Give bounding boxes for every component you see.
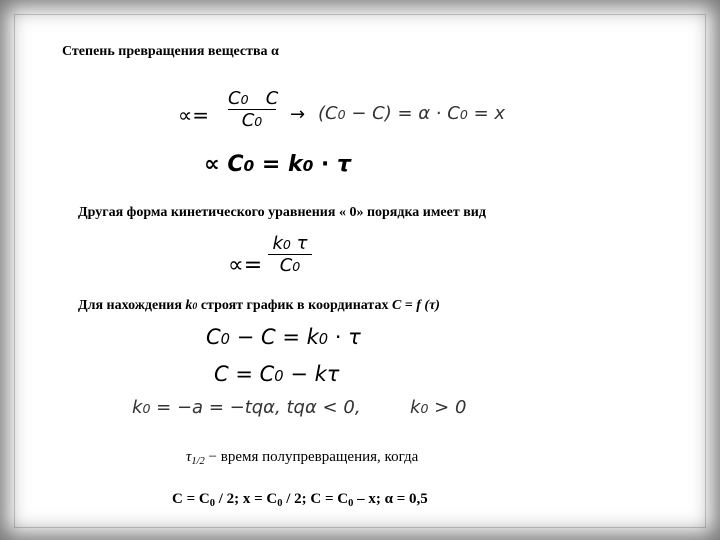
- eq4: C0 − C = k0 ⋅ τ: [206, 325, 361, 349]
- graph-coordinates-text: Для нахождения k0 строят график в координатах C = f (τ): [78, 298, 440, 313]
- eq1-fraction: [228, 88, 279, 131]
- heading-text: Степень превращения вещества α: [62, 44, 279, 59]
- half-life-conditions: $C = C_0 / 2$; $x = C_0 / 2$; $C = C_0 - x$; α = 0,5: [172, 491, 428, 509]
- eq6-left: k0 = −a = −tqα, tqα < 0,: [132, 397, 361, 418]
- alternative-form-text: Другая форма кинетического уравнения « 0» порядка имеет вид: [78, 205, 486, 220]
- half-life-text: $\tau_{1/2}$ − время полупревращения, когда: [186, 449, 419, 467]
- eq3-numerator: k0 τ: [272, 233, 308, 254]
- eq3-alpha: ∝=: [228, 253, 263, 278]
- eq2: ∝ C0 = k0 ⋅ τ: [204, 152, 352, 177]
- eq1-rhs: (C0 − C) = α ⋅ C0 = x: [318, 103, 506, 124]
- alpha-equals: ∝=: [178, 103, 210, 127]
- eq1-numerator: C0 C: [228, 88, 279, 109]
- eq1-denominator: C0: [241, 110, 263, 131]
- eq5: C = C0 − kτ: [214, 362, 340, 386]
- eq3-fraction: [268, 233, 312, 276]
- conversion-degree-heading: [62, 44, 279, 60]
- eq1-arrow: →: [290, 104, 306, 125]
- eq3-denominator: C0: [279, 255, 301, 276]
- eq6-right: k0 > 0: [410, 397, 467, 418]
- eq1-alpha: [178, 103, 209, 127]
